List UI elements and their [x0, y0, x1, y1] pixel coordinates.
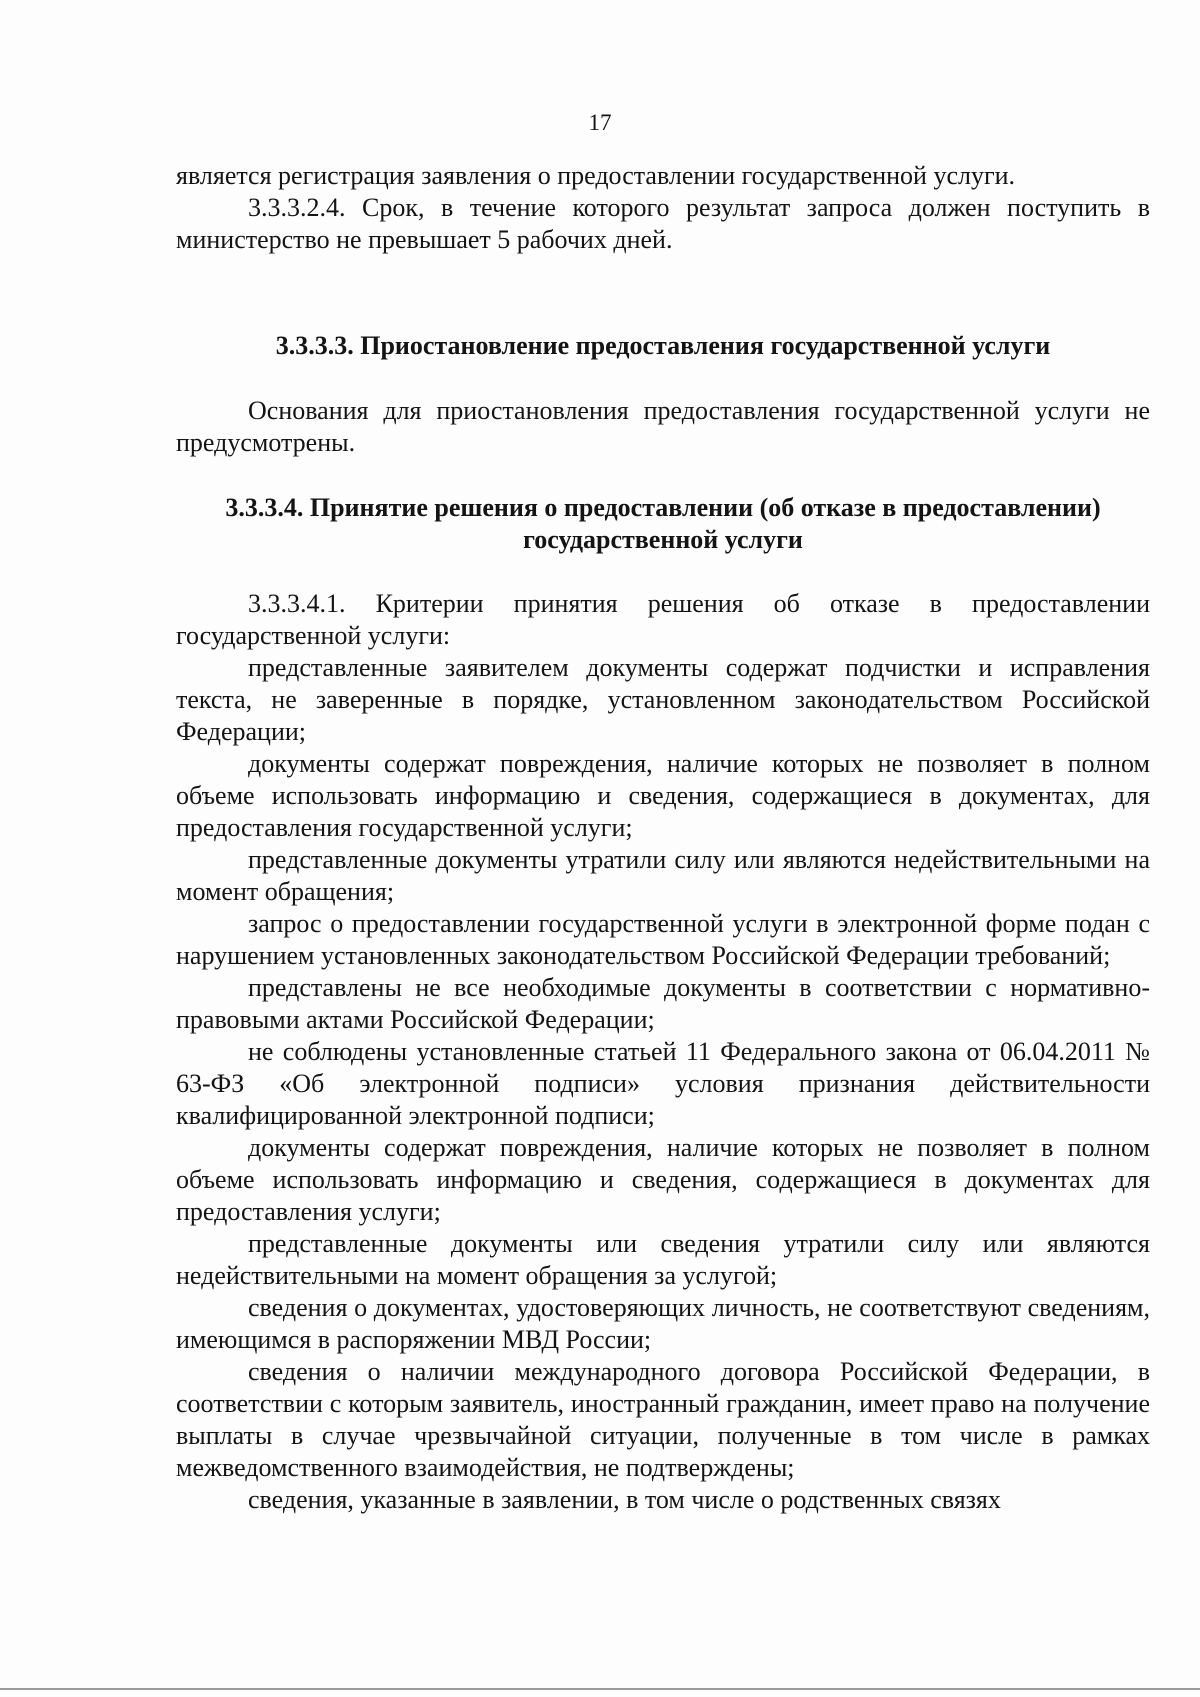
page-number: 17 — [588, 110, 612, 135]
section-3-3-3-3 — [176, 330, 1150, 362]
criteria-item: документы содержат повреждения, наличие которых не позволяет в полном объеме использовать информацию и сведения, содержащиеся в документах для предоставления услуги; — [176, 1133, 1150, 1226]
heading-3-3-3-4-line1: 3.3.3.4. Принятие решения о предоставлении (об отказе в предоставлении) — [225, 493, 1101, 522]
criteria-item: представленные документы или сведения утратили силу или являются недействительными на момент обращения за услугой; — [176, 1229, 1150, 1290]
paragraph-3-3-3-4-1: 3.3.3.4.1. Критерии принятия решения об отказе в предоставлении государственной услуги: — [176, 589, 1150, 650]
page-bottom-edge — [0, 1688, 1200, 1690]
paragraph-3-3-3-2-4: 3.3.3.2.4. Срок, в течение которого результат запроса должен поступить в министерство не превышает 5 рабочих дней. — [176, 193, 1150, 254]
heading-3-3-3-3: 3.3.3.3. Приостановление предоставления государственной услуги — [275, 331, 1051, 360]
criteria-item: представлены не все необходимые документы в соответствии с нормативно-правовыми актами Российской Федерации; — [176, 973, 1150, 1034]
criteria-item: сведения о документах, удостоверяющих личность, не соответствуют сведениям, имеющимся в распоряжении МВД России; — [176, 1293, 1150, 1354]
heading-3-3-3-4-line2: государственной услуги — [523, 525, 803, 554]
suspension-block — [176, 395, 1150, 459]
section-3-3-3-4 — [176, 492, 1150, 556]
criteria-item: представленные заявителем документы содержат подчистки и исправления текста, не заверенные в порядке, установленном законодательством Российской Федерации; — [176, 653, 1150, 746]
criteria-item: представленные документы утратили силу или являются недействительными на момент обращения; — [176, 845, 1150, 906]
criteria-item: сведения, указанные в заявлении, в том числе о родственных связях — [248, 1485, 1001, 1514]
criteria-item: запрос о предоставлении государственной услуги в электронной форме подан с нарушением установленных законодательством Российской Федерации требований; — [176, 909, 1150, 970]
criteria-block — [176, 588, 1150, 1516]
intro-block — [176, 160, 1150, 256]
paragraph-registration: является регистрация заявления о предоставлении государственной услуги. — [176, 161, 1016, 190]
paragraph-suspension-grounds: Основания для приостановления предоставления государственной услуги не предусмотрены. — [176, 396, 1150, 457]
criteria-item: документы содержат повреждения, наличие которых не позволяет в полном объеме использовать информацию и сведения, содержащиеся в документах, для предоставления государственной услуги; — [176, 749, 1150, 842]
criteria-item: не соблюдены установленные статьей 11 Федерального закона от 06.04.2011 № 63-ФЗ «Об электронной подписи» условия признания действительности квалифицированной электронной подписи; — [176, 1037, 1150, 1130]
criteria-item: сведения о наличии международного договора Российской Федерации, в соответствии с которым заявитель, иностранный гражданин, имеет право на получение выплаты в случае чрезвычайной ситуации, полученные в том числе в рамках межведомственного взаимодействия, не подтверждены; — [176, 1357, 1150, 1482]
